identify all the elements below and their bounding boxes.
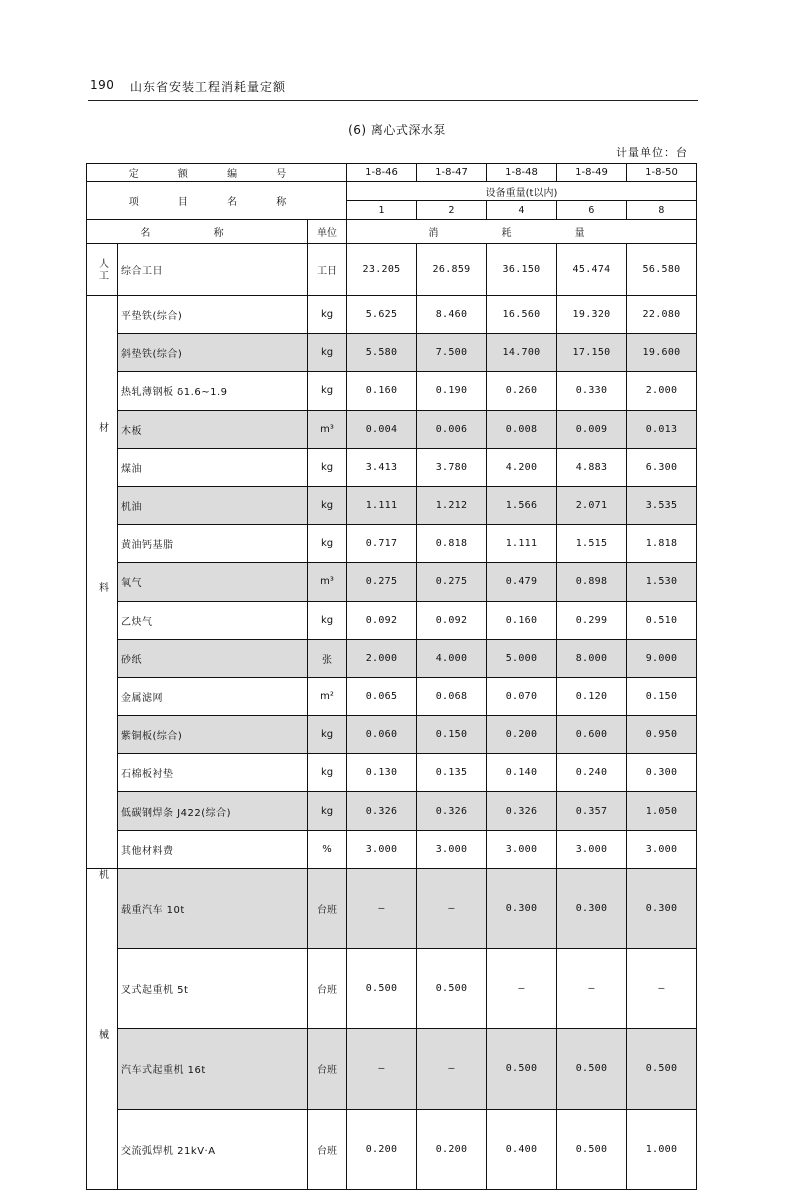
consumption-value: 3.000 [557, 830, 627, 868]
consumption-value: 0.300 [487, 868, 557, 948]
consumption-value: 0.300 [627, 868, 697, 948]
table-row [87, 601, 697, 639]
consumption-value: 19.600 [627, 334, 697, 372]
consumption-value: 7.500 [417, 334, 487, 372]
consumption-value: 0.818 [417, 525, 487, 563]
consumption-value: 0.500 [557, 1029, 627, 1109]
consumption-value: — [347, 868, 417, 948]
consumption-value: 1.530 [627, 563, 697, 601]
consumption-value: 5.625 [347, 296, 417, 334]
consumption-value: 0.004 [347, 410, 417, 448]
consumption-value: 0.400 [487, 1109, 557, 1189]
weight-value: 2 [417, 201, 487, 220]
item-unit: kg [308, 525, 347, 563]
item-unit: 台班 [308, 1029, 347, 1109]
item-name: 黄油钙基脂 [118, 525, 308, 563]
consumption-value: 3.000 [487, 830, 557, 868]
col-unit-label: 单位 [308, 220, 347, 244]
col-name-label: 名 称 [87, 220, 308, 244]
consumption-value: 6.300 [627, 448, 697, 486]
item-name: 乙炔气 [118, 601, 308, 639]
column-header-row [87, 220, 697, 244]
item-name: 平垫铁(综合) [118, 296, 308, 334]
consumption-value: 0.009 [557, 410, 627, 448]
consumption-value: 4.200 [487, 448, 557, 486]
item-name: 热轧薄钢板 δ1.6~1.9 [118, 372, 308, 410]
item-unit: kg [308, 716, 347, 754]
quota-code: 1-8-48 [487, 164, 557, 182]
consumption-value: 36.150 [487, 244, 557, 296]
quota-code-label: 定 额 编 号 [87, 164, 347, 182]
consumption-value: 17.150 [557, 334, 627, 372]
consumption-value: 0.068 [417, 677, 487, 715]
consumption-value: 0.150 [627, 677, 697, 715]
section-title: (6) 离心式深水泵 [348, 123, 446, 137]
item-unit: m³ [308, 563, 347, 601]
item-unit: kg [308, 334, 347, 372]
consumption-value: — [347, 1029, 417, 1109]
consumption-value: 3.000 [417, 830, 487, 868]
item-name: 砂纸 [118, 639, 308, 677]
consumption-value: 1.111 [347, 486, 417, 524]
page-number: 190 [90, 78, 115, 92]
weight-value: 6 [557, 201, 627, 220]
consumption-value: 0.330 [557, 372, 627, 410]
consumption-value: 9.000 [627, 639, 697, 677]
consumption-value: 0.326 [417, 792, 487, 830]
consumption-value: — [487, 949, 557, 1029]
consumption-value: 0.275 [347, 563, 417, 601]
item-name: 机油 [118, 486, 308, 524]
consumption-value: 0.500 [417, 949, 487, 1029]
item-name-label: 项 目 名 称 [87, 182, 347, 220]
consumption-value: 0.479 [487, 563, 557, 601]
consumption-value: 0.299 [557, 601, 627, 639]
category-cell [87, 868, 118, 1189]
quota-code: 1-8-47 [417, 164, 487, 182]
item-name: 氧气 [118, 563, 308, 601]
consumption-value: 23.205 [347, 244, 417, 296]
quota-code: 1-8-49 [557, 164, 627, 182]
table-row [87, 792, 697, 830]
consumption-value: 1.000 [627, 1109, 697, 1189]
table-row [87, 1029, 697, 1109]
consumption-value: 0.600 [557, 716, 627, 754]
item-name: 汽车式起重机 16t [118, 1029, 308, 1109]
consumption-value: — [417, 1029, 487, 1109]
item-unit: kg [308, 754, 347, 792]
item-unit: 台班 [308, 868, 347, 948]
consumption-value: 0.006 [417, 410, 487, 448]
consumption-value: 22.080 [627, 296, 697, 334]
consumption-value: 0.275 [417, 563, 487, 601]
item-unit: % [308, 830, 347, 868]
item-name: 紫铜板(综合) [118, 716, 308, 754]
table-row [87, 754, 697, 792]
item-unit: 工日 [308, 244, 347, 296]
item-name: 交流弧焊机 21kV·A [118, 1109, 308, 1189]
table-row [87, 677, 697, 715]
consumption-value: 4.000 [417, 639, 487, 677]
consumption-value: 0.300 [557, 868, 627, 948]
item-unit: kg [308, 601, 347, 639]
table-row [87, 949, 697, 1029]
consumption-value: 0.065 [347, 677, 417, 715]
consumption-value: 0.500 [557, 1109, 627, 1189]
quota-code-row [87, 164, 697, 182]
consumption-value: 0.160 [487, 601, 557, 639]
consumption-value: 0.092 [417, 601, 487, 639]
item-unit: 台班 [308, 1109, 347, 1189]
consumption-value: 0.510 [627, 601, 697, 639]
consumption-value: 0.140 [487, 754, 557, 792]
item-name: 其他材料费 [118, 830, 308, 868]
consumption-value: 14.700 [487, 334, 557, 372]
consumption-value: 0.060 [347, 716, 417, 754]
consumption-value: 0.240 [557, 754, 627, 792]
consumption-value: 3.413 [347, 448, 417, 486]
consumption-value: 0.008 [487, 410, 557, 448]
consumption-value: 0.500 [347, 949, 417, 1029]
consumption-value: 0.357 [557, 792, 627, 830]
table-row [87, 830, 697, 868]
item-name: 金属滤网 [118, 677, 308, 715]
consumption-value: 2.071 [557, 486, 627, 524]
consumption-value: — [627, 949, 697, 1029]
item-unit: 张 [308, 639, 347, 677]
item-name: 斜垫铁(综合) [118, 334, 308, 372]
item-unit: kg [308, 486, 347, 524]
item-name: 叉式起重机 5t [118, 949, 308, 1029]
consumption-value: 26.859 [417, 244, 487, 296]
col-consumption-label: 消 耗 量 [347, 220, 697, 244]
consumption-value: 2.000 [627, 372, 697, 410]
item-unit: kg [308, 296, 347, 334]
consumption-value: 8.000 [557, 639, 627, 677]
consumption-value: 1.111 [487, 525, 557, 563]
consumption-value: 3.000 [627, 830, 697, 868]
category-label: 机械 [96, 868, 108, 1189]
consumption-value: 1.818 [627, 525, 697, 563]
consumption-value: 5.000 [487, 639, 557, 677]
consumption-value: — [417, 868, 487, 948]
unit-note: 计量单位：台 [616, 146, 688, 159]
consumption-value: 0.200 [417, 1109, 487, 1189]
consumption-value: 0.135 [417, 754, 487, 792]
item-name: 综合工日 [118, 244, 308, 296]
weight-label-row [87, 182, 697, 201]
consumption-value: 0.260 [487, 372, 557, 410]
weight-value: 1 [347, 201, 417, 220]
consumption-value: 0.950 [627, 716, 697, 754]
table-row [87, 868, 697, 948]
item-name: 石棉板衬垫 [118, 754, 308, 792]
item-unit: 台班 [308, 949, 347, 1029]
weight-label: 设备重量(t以内) [347, 182, 697, 201]
consumption-value: 56.580 [627, 244, 697, 296]
weight-value: 4 [487, 201, 557, 220]
item-name: 载重汽车 10t [118, 868, 308, 948]
page-header [88, 76, 698, 101]
consumption-value: — [557, 949, 627, 1029]
item-unit: kg [308, 792, 347, 830]
table-row [87, 716, 697, 754]
consumption-value: 0.120 [557, 677, 627, 715]
table-row [87, 372, 697, 410]
consumption-value: 1.050 [627, 792, 697, 830]
table-row [87, 296, 697, 334]
consumption-value: 0.160 [347, 372, 417, 410]
consumption-value: 0.300 [627, 754, 697, 792]
table-row [87, 410, 697, 448]
book-title: 山东省安装工程消耗量定额 [130, 80, 287, 94]
category-label: 材料 [96, 421, 108, 742]
consumption-value: 0.013 [627, 410, 697, 448]
item-unit: kg [308, 448, 347, 486]
item-unit: m² [308, 677, 347, 715]
consumption-value: 45.474 [557, 244, 627, 296]
table-row [87, 563, 697, 601]
category-cell [87, 296, 118, 869]
quota-code: 1-8-46 [347, 164, 417, 182]
consumption-value: 1.566 [487, 486, 557, 524]
consumption-value: 0.326 [347, 792, 417, 830]
consumption-value: 0.190 [417, 372, 487, 410]
consumption-value: 0.500 [627, 1029, 697, 1109]
consumption-value: 1.515 [557, 525, 627, 563]
consumption-value: 0.150 [417, 716, 487, 754]
table-row [87, 525, 697, 563]
category-cell [87, 244, 118, 296]
consumption-value: 0.500 [487, 1029, 557, 1109]
consumption-value: 0.092 [347, 601, 417, 639]
consumption-value: 0.200 [347, 1109, 417, 1189]
table-row [87, 486, 697, 524]
table-row [87, 334, 697, 372]
consumption-value: 1.212 [417, 486, 487, 524]
consumption-value: 0.130 [347, 754, 417, 792]
item-unit: kg [308, 372, 347, 410]
category-label: 人工 [96, 257, 108, 282]
weight-value: 8 [627, 201, 697, 220]
quota-code: 1-8-50 [627, 164, 697, 182]
consumption-value: 0.070 [487, 677, 557, 715]
consumption-value: 0.326 [487, 792, 557, 830]
table-row [87, 448, 697, 486]
item-name: 煤油 [118, 448, 308, 486]
consumption-value: 5.580 [347, 334, 417, 372]
table-row [87, 1109, 697, 1189]
consumption-value: 19.320 [557, 296, 627, 334]
consumption-value: 8.460 [417, 296, 487, 334]
consumption-value: 3.535 [627, 486, 697, 524]
item-name: 木板 [118, 410, 308, 448]
consumption-value: 0.717 [347, 525, 417, 563]
item-name: 低碳钢焊条 J422(综合) [118, 792, 308, 830]
consumption-value: 3.000 [347, 830, 417, 868]
table-row [87, 244, 697, 296]
consumption-value: 16.560 [487, 296, 557, 334]
item-unit: m³ [308, 410, 347, 448]
consumption-value: 2.000 [347, 639, 417, 677]
quota-table [86, 163, 697, 1190]
table-row [87, 639, 697, 677]
consumption-value: 0.898 [557, 563, 627, 601]
consumption-value: 0.200 [487, 716, 557, 754]
consumption-value: 4.883 [557, 448, 627, 486]
consumption-value: 3.780 [417, 448, 487, 486]
